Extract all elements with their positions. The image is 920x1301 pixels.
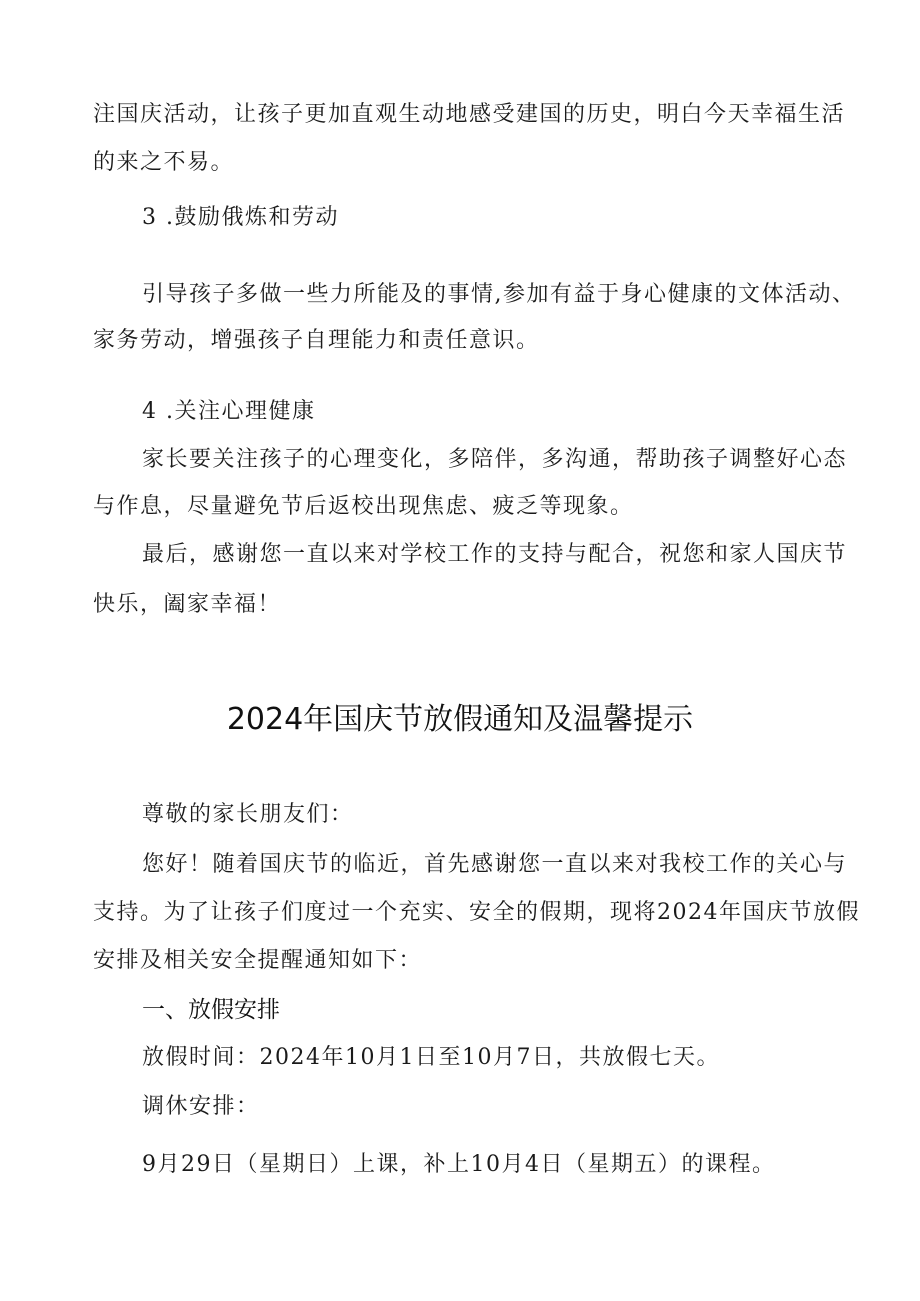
closing-line: 最后，感谢您一直以来对学校工作的支持与配合，祝您和家人国庆节 [142,542,848,567]
closing-line: 快乐，阖家幸福！ [93,592,282,617]
paragraph-line: 注国庆活动，让孩子更加直观生动地感受建国的历史，明白今天幸福生活 [93,102,846,127]
salutation: 尊敬的家长朋友们： [142,802,354,827]
holiday-time: 放假时间：2024年10月1日至10月7日，共放假七天。 [142,1045,720,1070]
paragraph-line: 家务劳动，增强孩子自理能力和责任意识。 [93,328,540,353]
item-3-title: 3 .鼓励俄炼和劳动 [142,205,339,230]
intro-line: 您好！随着国庆节的临近，首先感谢您一直以来对我校工作的关心与 [142,852,848,877]
notice-title: 2024年国庆节放假通知及温馨提示 [226,702,694,737]
item-4-title: 4 .关注心理健康 [142,399,316,424]
intro-line: 安排及相关安全提醒通知如下： [93,948,423,973]
paragraph-line: 引导孩子多做一些力所能及的事情,参加有益于身心健康的文体活动、 [142,282,856,307]
paragraph-line: 的来之不易。 [93,150,235,175]
paragraph-line: 家长要关注孩子的心理变化，多陪伴，多沟通，帮助孩子调整好心态 [142,447,848,472]
makeup-label: 调休安排： [142,1094,260,1119]
makeup-detail: 9月29日（星期日）上课，补上10月4日（星期五）的课程。 [142,1152,776,1177]
section-1-heading: 一、放假安排 [142,997,280,1023]
paragraph-line: 与作息，尽量避免节后返校出现焦虑、疲乏等现象。 [93,494,634,519]
intro-line: 支持。为了让孩子们度过一个充实、安全的假期，现将2024年国庆节放假 [93,900,860,925]
